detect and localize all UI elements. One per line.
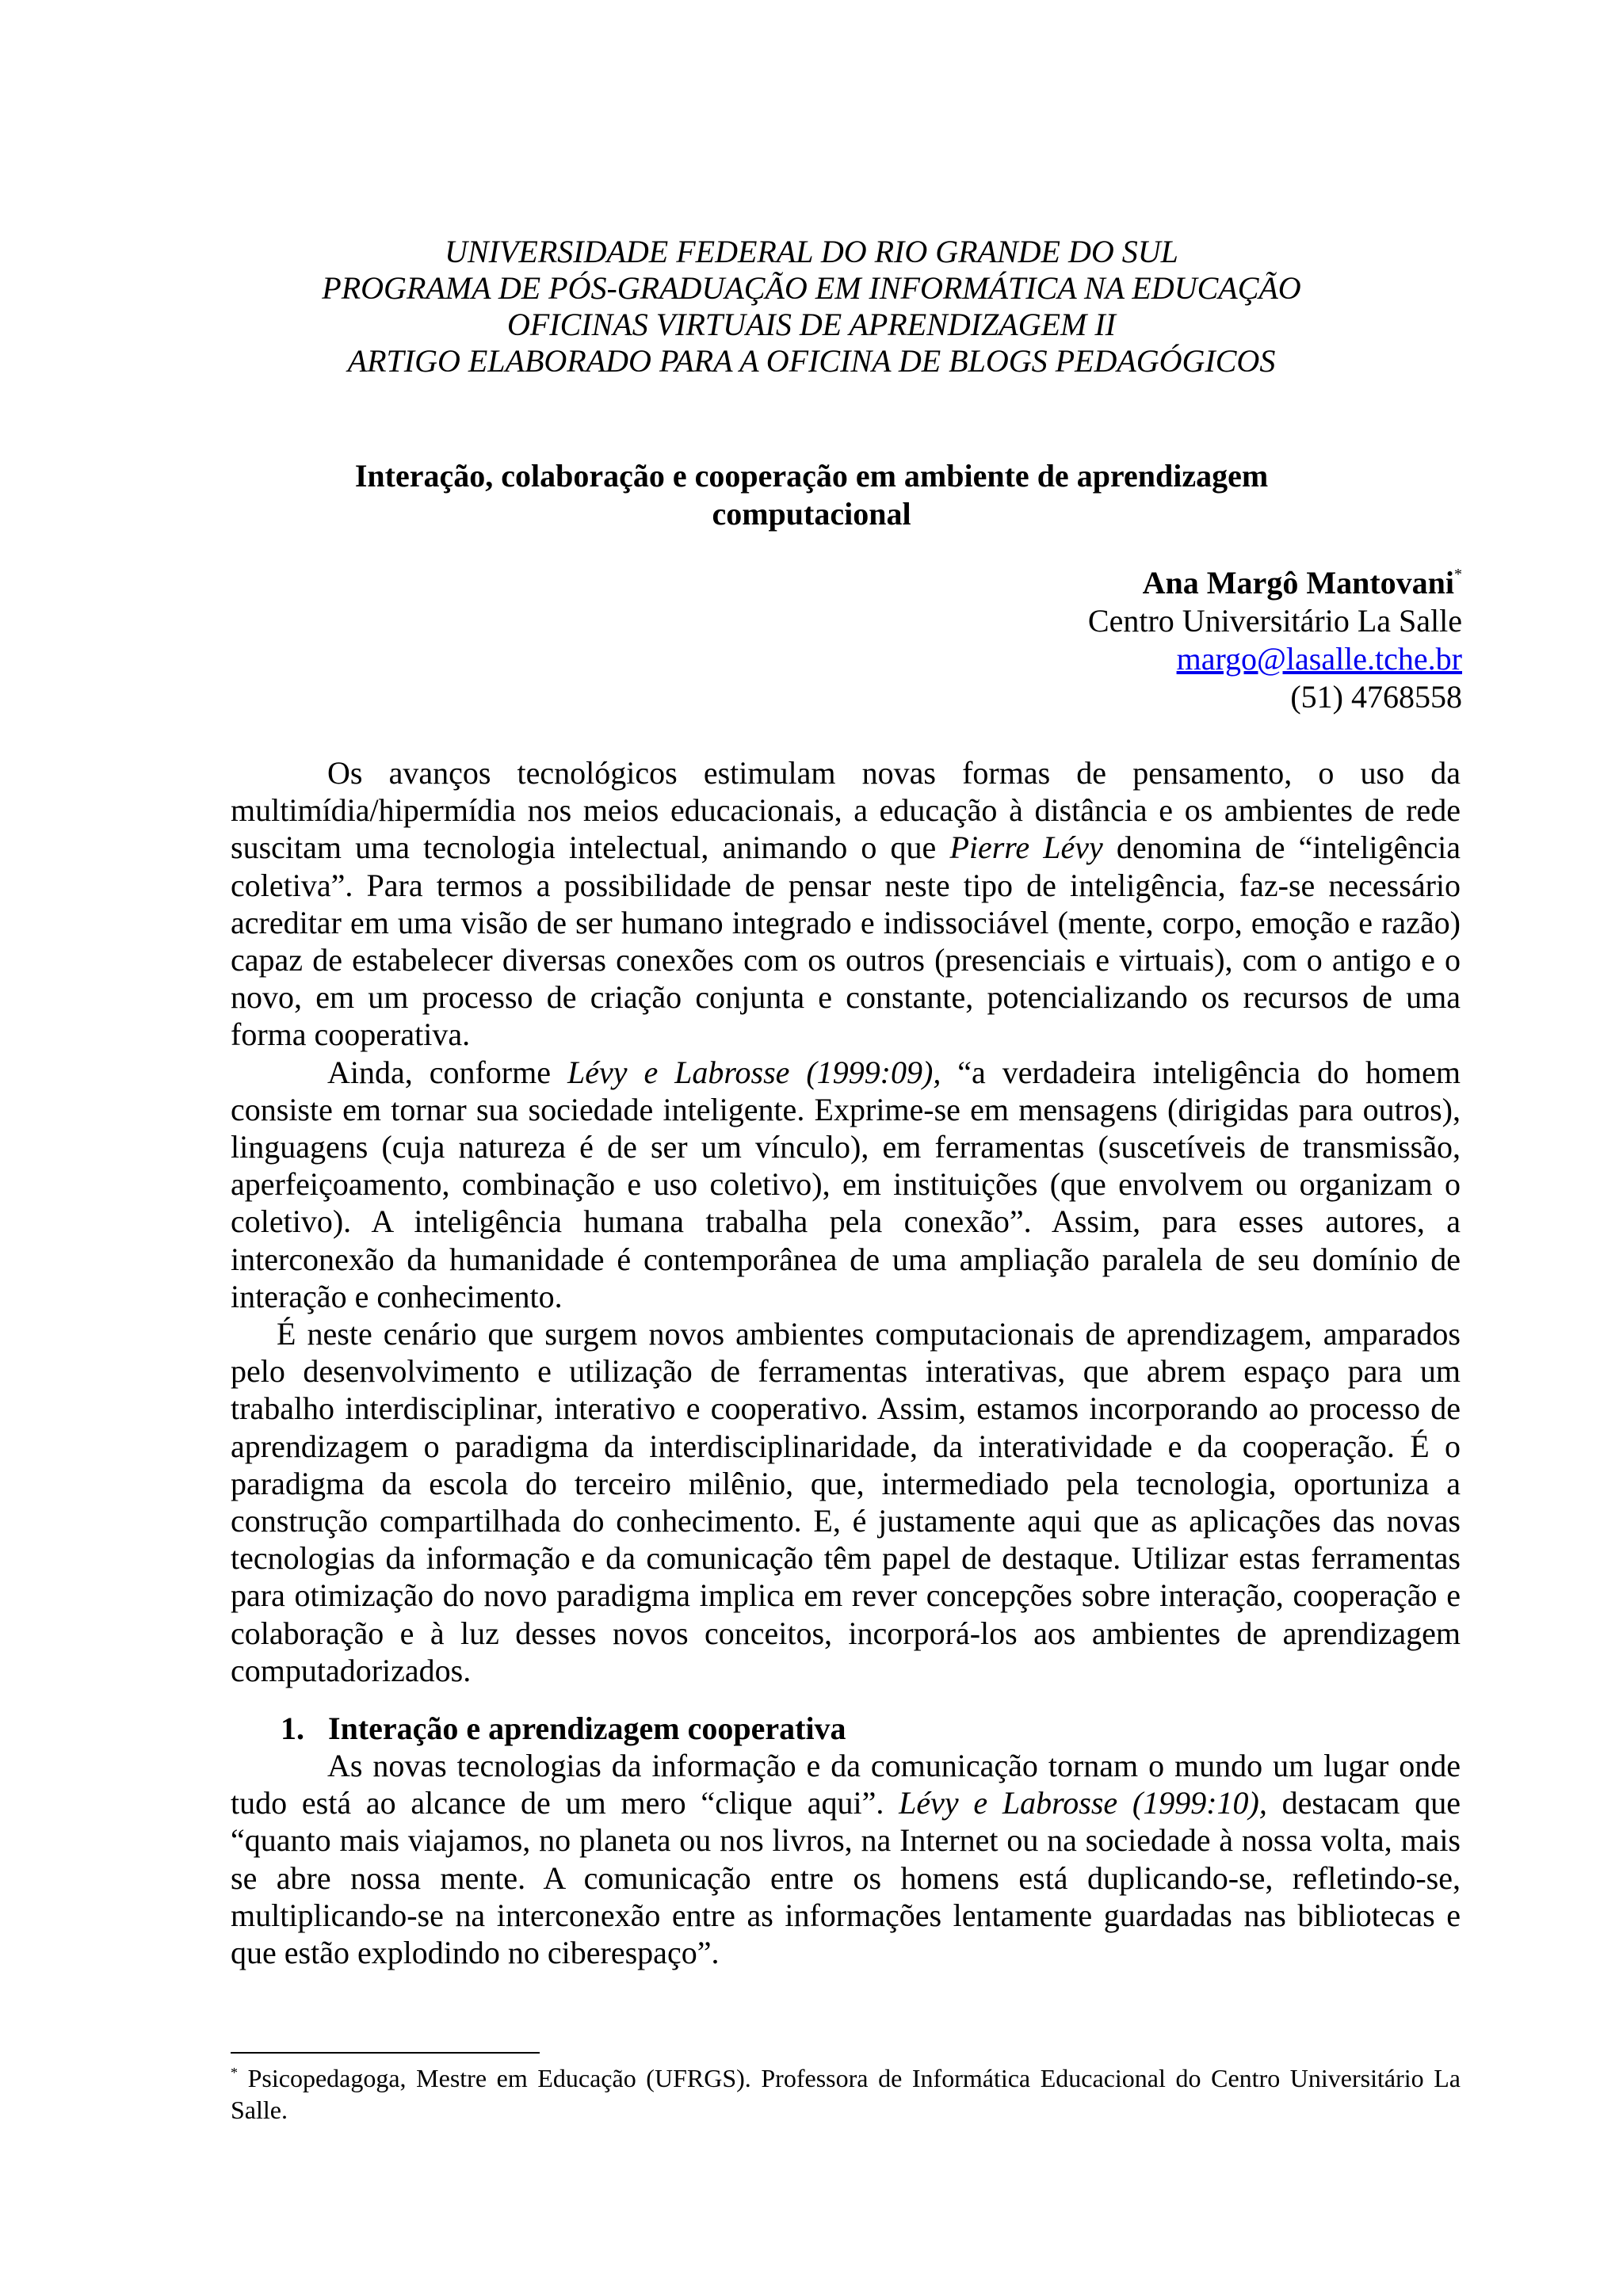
header-line-article: ARTIGO ELABORADO PARA A OFICINA DE BLOGS PEDAGÓGICOS [347, 343, 1276, 379]
section-title: Interação e aprendizagem cooperativa [328, 1711, 846, 1746]
paragraph-4: As novas tecnologias da informação e da comunicação tornam o mundo um lugar onde tudo está ao alcance de um mero “clique aqui”. Lévy e Labrosse (1999:10), destacam que “quanto mais viajamos, no planeta ou nos livros, na Internet ou na sociedade à nossa volta, mais se abre nossa mente. A comunicação entre os homens está duplicando-se, refletindo-se, multiplicando-se na interconexão entre as informações lentamente guardadas nas bibliotecas e que estão explodindo no ciberespaço”. [231, 1748, 1461, 1971]
paragraph-3: É neste cenário que surgem novos ambientes computacionais de aprendizagem, amparados pelo desenvolvimento e utilização de ferramentas interativas, que abrem espaço para um trabalho interdisciplinar, interativo e cooperativo. Assim, estamos incorporando ao processo de aprendizagem o paradigma da interdisciplinaridade, da interatividade e da cooperação. É o paradigma da escola do terceiro milênio, que, intermediado pela tecnologia, oportuniza a construção compartilhada do conhecimento. E, é justamente aqui que as aplicações das novas tecnologias da informação e da comunicação têm papel de destaque. Utilizar estas ferramentas para otimização do novo paradigma implica em rever concepções sobre interação, cooperação e colaboração e à luz desses novos conceitos, incorporá-los aos ambientes de aprendizagem computadorizados. [231, 1316, 1461, 1688]
section-1-body [231, 1747, 1461, 1971]
header-line-university: UNIVERSIDADE FEDERAL DO RIO GRANDE DO SUL [445, 234, 1178, 269]
paragraph-1: Os avanços tecnológicos estimulam novas formas de pensamento, o uso da multimídia/hipermídia nos meios educacionais, a educação à distância e os ambientes de rede suscitam uma tecnologia intelectual, animando o que Pierre Lévy denomina de “inteligência coletiva”. Para termos a possibilidade de pensar neste tipo de inteligência, faz-se necessário acreditar em uma visão de ser humano integrado e indissociável (mente, corpo, emoção e razão) capaz de estabelecer diversas conexões com os outros (presenciais e virtuais), com o antigo e o novo, em um processo de criação conjunta e constante, potencializando os recursos de uma forma cooperativa. [231, 755, 1461, 1053]
author-reference: Pierre Lévy [949, 830, 1103, 866]
author-email [1088, 640, 1462, 678]
footnote-divider [231, 2052, 540, 2054]
footnote [231, 2062, 1461, 2126]
paragraph-2: Ainda, conforme Lévy e Labrosse (1999:09), “a verdadeira inteligência do homem consiste em tornar sua sociedade inteligente. Exprime-se em mensagens (dirigidas para outros), linguagens (cuja natureza é de ser um vínculo), em ferramentas (suscetíveis de transmissão, aperfeiçoamento, combinação e uso coletivo), em instituições (que envolvem ou organizam o coletivo). A inteligência humana trabalha pela conexão”. Assim, para esses autores, a interconexão da humanidade é contemporânea de uma ampliação paralela de seu domínio de interação e conhecimento. [231, 1054, 1461, 1314]
author-info [1088, 564, 1462, 716]
title-line-2: computacional [712, 496, 911, 532]
header-line-workshop: OFICINAS VIRTUAIS DE APRENDIZAGEM II [506, 307, 1116, 342]
title-line-1: Interação, colaboração e cooperação em ambiente de aprendizagem [354, 458, 1269, 494]
section-number: 1. [281, 1711, 304, 1746]
article-title [230, 457, 1393, 533]
author-footnote-mark: * [1454, 566, 1462, 583]
intro-body [231, 754, 1461, 1689]
citation: Lévy e Labrosse (1999:09), [567, 1054, 941, 1090]
institution-header [230, 234, 1393, 379]
section-heading-1 [281, 1710, 846, 1748]
footnote-mark: * [231, 2065, 238, 2081]
header-line-program: PROGRAMA DE PÓS-GRADUAÇÃO EM INFORMÁTICA NA EDUCAÇÃO [322, 270, 1301, 306]
author-phone: (51) 4768558 [1290, 679, 1462, 715]
citation: Lévy e Labrosse (1999:10), [899, 1785, 1267, 1821]
footnote-text: Psicopedagoga, Mestre em Educação (UFRGS). Professora de Informática Educacional do Centro Universitário La Salle. [231, 2064, 1461, 2124]
email-link[interactable]: margo@lasalle.tche.br [1176, 641, 1462, 677]
author-institution: Centro Universitário La Salle [1087, 603, 1462, 639]
author-name: Ana Margô Mantovani* [1142, 565, 1462, 601]
